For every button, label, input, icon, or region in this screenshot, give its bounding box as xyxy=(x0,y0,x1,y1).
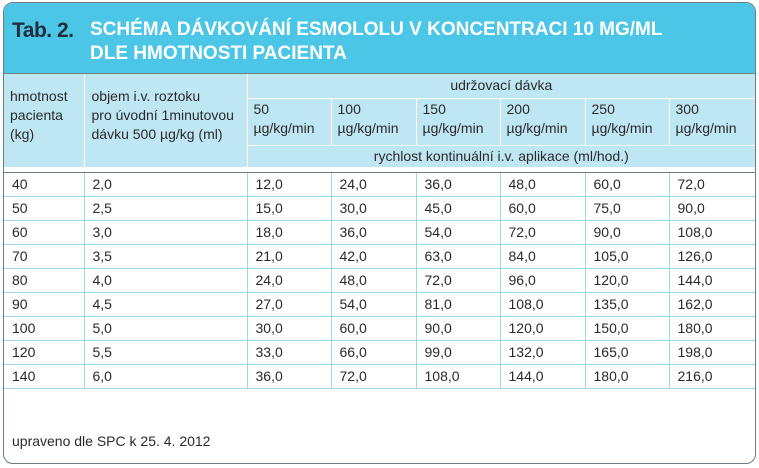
cell-weight: 120 xyxy=(4,341,84,365)
cell-rate: 12,0 xyxy=(247,173,331,197)
cell-rate: 45,0 xyxy=(416,197,500,221)
dosing-table xyxy=(4,74,755,389)
cell-rate: 162,0 xyxy=(669,293,755,317)
cell-rate: 198,0 xyxy=(669,341,755,365)
table-title-line-2: DLE HMOTNOSTI PACIENTA xyxy=(90,43,347,64)
header-volume-line-1: objem i.v. roztoku xyxy=(91,88,201,104)
header-dose-250 xyxy=(585,99,669,146)
header-patient-weight xyxy=(4,74,84,168)
cell-rate: 99,0 xyxy=(416,341,500,365)
header-weight-line-1: hmotnost xyxy=(10,88,68,104)
cell-rate: 90,0 xyxy=(416,317,500,341)
table-row xyxy=(4,365,755,389)
header-maintenance-dose: udržovací dávka xyxy=(247,74,755,99)
table-row xyxy=(4,197,755,221)
cell-rate: 27,0 xyxy=(247,293,331,317)
cell-initial-volume: 3,0 xyxy=(84,221,247,245)
cell-weight: 70 xyxy=(4,245,84,269)
cell-rate: 66,0 xyxy=(331,341,416,365)
table-row xyxy=(4,317,755,341)
header-initial-volume xyxy=(84,74,247,168)
cell-rate: 24,0 xyxy=(331,173,416,197)
cell-initial-volume: 5,0 xyxy=(84,317,247,341)
dose-unit: µg/kg/min xyxy=(337,120,399,136)
cell-rate: 120,0 xyxy=(500,317,585,341)
cell-rate: 132,0 xyxy=(500,341,585,365)
cell-rate: 108,0 xyxy=(500,293,585,317)
dose-value: 300 xyxy=(675,101,699,117)
table-row xyxy=(4,293,755,317)
cell-rate: 144,0 xyxy=(500,365,585,389)
cell-weight: 40 xyxy=(4,173,84,197)
cell-rate: 30,0 xyxy=(247,317,331,341)
footnote: upraveno dle SPC k 25. 4. 2012 xyxy=(12,433,211,449)
cell-weight: 140 xyxy=(4,365,84,389)
cell-rate: 36,0 xyxy=(416,173,500,197)
header-infusion-rate: rychlost kontinuální i.v. aplikace (ml/hod.) xyxy=(247,146,755,168)
cell-rate: 72,0 xyxy=(669,173,755,197)
cell-rate: 90,0 xyxy=(585,221,669,245)
table-row xyxy=(4,173,755,197)
table-row xyxy=(4,341,755,365)
cell-rate: 75,0 xyxy=(585,197,669,221)
cell-rate: 165,0 xyxy=(585,341,669,365)
header-dose-300 xyxy=(669,99,755,146)
header-volume-line-2: pro úvodní 1minutovou xyxy=(91,107,234,123)
cell-rate: 144,0 xyxy=(669,269,755,293)
header-dose-50 xyxy=(247,99,331,146)
cell-rate: 15,0 xyxy=(247,197,331,221)
dose-unit: µg/kg/min xyxy=(675,120,737,136)
dose-value: 100 xyxy=(337,101,361,117)
header-dose-200 xyxy=(500,99,585,146)
dose-unit: µg/kg/min xyxy=(422,120,484,136)
cell-initial-volume: 6,0 xyxy=(84,365,247,389)
header-dose-100 xyxy=(331,99,416,146)
cell-rate: 33,0 xyxy=(247,341,331,365)
cell-rate: 54,0 xyxy=(416,221,500,245)
cell-rate: 48,0 xyxy=(331,269,416,293)
cell-initial-volume: 2,5 xyxy=(84,197,247,221)
cell-weight: 80 xyxy=(4,269,84,293)
cell-rate: 60,0 xyxy=(331,317,416,341)
cell-rate: 36,0 xyxy=(331,221,416,245)
table-title-line-1: SCHÉMA DÁVKOVÁNÍ ESMOLOLU V KONCENTRACI 10 MG/ML xyxy=(90,19,663,40)
cell-rate: 126,0 xyxy=(669,245,755,269)
cell-initial-volume: 5,5 xyxy=(84,341,247,365)
cell-rate: 72,0 xyxy=(416,269,500,293)
header-weight-line-3: (kg) xyxy=(10,126,35,142)
cell-rate: 90,0 xyxy=(669,197,755,221)
cell-initial-volume: 4,5 xyxy=(84,293,247,317)
cell-rate: 30,0 xyxy=(331,197,416,221)
cell-rate: 216,0 xyxy=(669,365,755,389)
dose-unit: µg/kg/min xyxy=(253,120,315,136)
cell-rate: 72,0 xyxy=(331,365,416,389)
cell-rate: 105,0 xyxy=(585,245,669,269)
cell-rate: 36,0 xyxy=(247,365,331,389)
dose-value: 200 xyxy=(506,101,530,117)
title-bar xyxy=(4,3,755,74)
table-title xyxy=(90,18,730,66)
cell-rate: 18,0 xyxy=(247,221,331,245)
cell-rate: 108,0 xyxy=(416,365,500,389)
cell-rate: 81,0 xyxy=(416,293,500,317)
cell-rate: 108,0 xyxy=(669,221,755,245)
cell-rate: 135,0 xyxy=(585,293,669,317)
cell-rate: 180,0 xyxy=(669,317,755,341)
table-body xyxy=(4,173,755,389)
header-dose-150 xyxy=(416,99,500,146)
cell-initial-volume: 4,0 xyxy=(84,269,247,293)
cell-rate: 150,0 xyxy=(585,317,669,341)
dose-value: 50 xyxy=(253,101,270,117)
cell-rate: 180,0 xyxy=(585,365,669,389)
header-volume-line-3: dávku 500 µg/kg (ml) xyxy=(91,126,223,142)
cell-initial-volume: 3,5 xyxy=(84,245,247,269)
cell-rate: 21,0 xyxy=(247,245,331,269)
cell-rate: 48,0 xyxy=(500,173,585,197)
header-weight-line-2: pacienta xyxy=(10,107,63,123)
cell-weight: 50 xyxy=(4,197,84,221)
dose-unit: µg/kg/min xyxy=(506,120,568,136)
table-row xyxy=(4,269,755,293)
cell-rate: 24,0 xyxy=(247,269,331,293)
cell-weight: 100 xyxy=(4,317,84,341)
dose-unit: µg/kg/min xyxy=(591,120,653,136)
cell-rate: 96,0 xyxy=(500,269,585,293)
cell-weight: 90 xyxy=(4,293,84,317)
table-row xyxy=(4,245,755,269)
cell-rate: 72,0 xyxy=(500,221,585,245)
cell-rate: 60,0 xyxy=(585,173,669,197)
cell-rate: 84,0 xyxy=(500,245,585,269)
cell-rate: 54,0 xyxy=(331,293,416,317)
cell-weight: 60 xyxy=(4,221,84,245)
dose-value: 250 xyxy=(591,101,615,117)
table-row xyxy=(4,221,755,245)
cell-rate: 120,0 xyxy=(585,269,669,293)
cell-rate: 60,0 xyxy=(500,197,585,221)
dose-value: 150 xyxy=(422,101,446,117)
cell-initial-volume: 2,0 xyxy=(84,173,247,197)
table-card xyxy=(3,2,756,464)
cell-rate: 63,0 xyxy=(416,245,500,269)
table-number: Tab. 2. xyxy=(12,19,74,42)
cell-rate: 42,0 xyxy=(331,245,416,269)
